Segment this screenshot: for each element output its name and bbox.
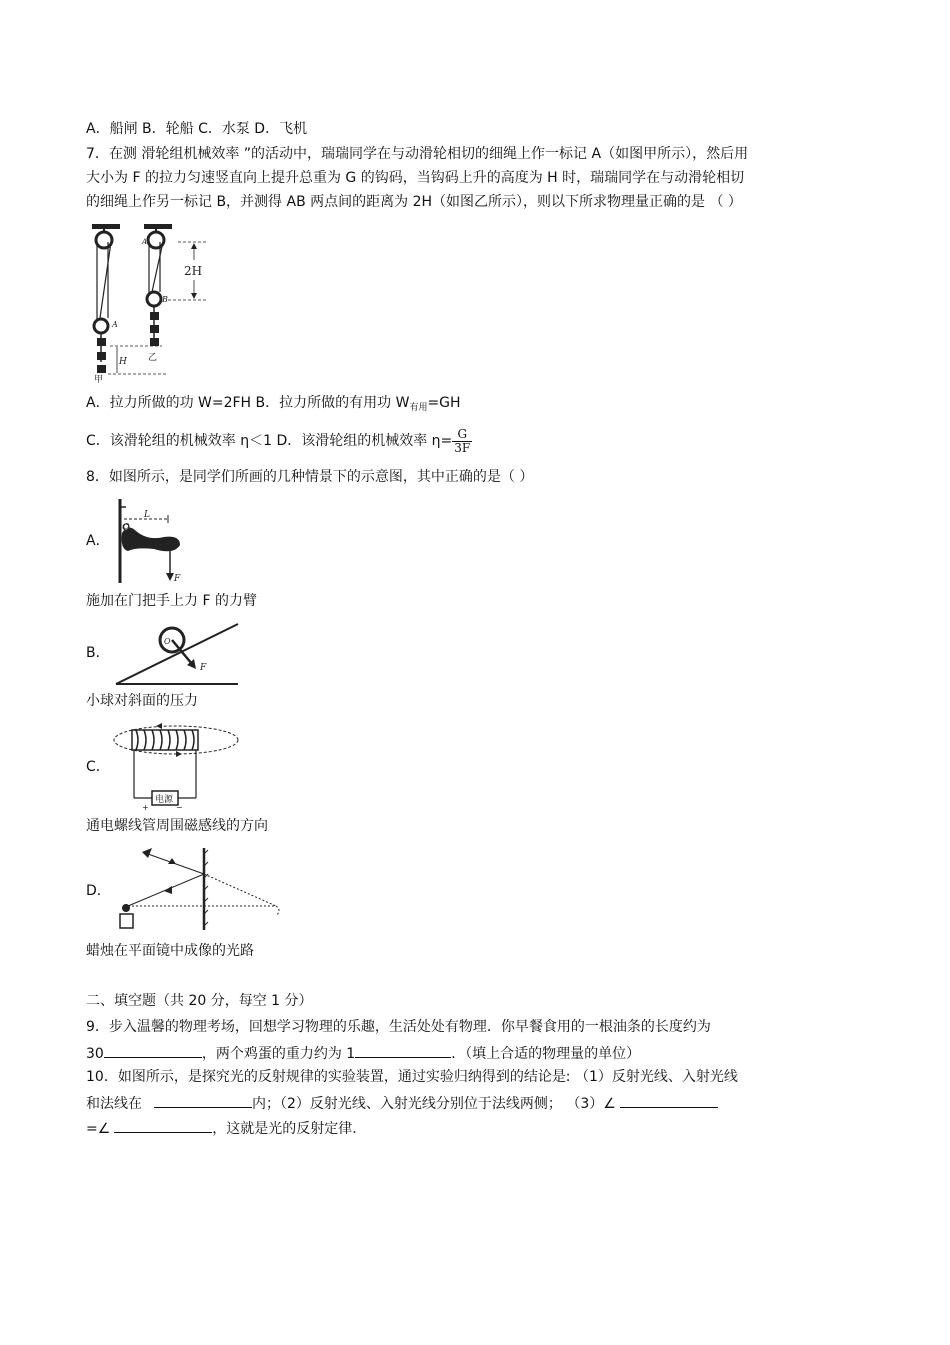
q6-options: A．船闸 B．轮船 C．水泵 D．飞机	[86, 121, 308, 137]
fraction-numerator: G	[452, 428, 472, 442]
q10-text-b: 内；（2）反射光线、入射光线分别位于法线两侧； （3）∠	[252, 1096, 616, 1112]
q8-option-b-label: B．	[86, 645, 110, 661]
q10-line1: 10．如图所示，是探究光的反射规律的实验装置，通过实验归纳得到的结论是: （1）反射光线、入射光线	[86, 1069, 738, 1085]
q10-blank-3[interactable]	[114, 1118, 212, 1133]
label-yi: 乙	[148, 353, 158, 363]
weight-jia-3	[97, 365, 106, 373]
weight-yi-2	[150, 325, 159, 333]
q9-value-30: 30	[86, 1046, 104, 1062]
q8-option-a-caption: 施加在门把手上力 F 的力臂	[86, 593, 257, 609]
q7-subscript-useful: 有用	[409, 403, 428, 413]
label-a-yi: A	[142, 238, 148, 246]
q10-blank-1[interactable]	[154, 1093, 252, 1108]
q10-line3	[86, 1118, 357, 1138]
q8-option-d-caption: 蜡烛在平面镜中成像的光路	[86, 943, 254, 959]
q10-text-c: =∠	[86, 1121, 111, 1137]
pulley-figure	[86, 222, 226, 384]
label-a: A	[112, 320, 118, 329]
label-power: 电源	[155, 795, 174, 805]
door-handle-figure	[114, 497, 186, 585]
q8-option-a-label: A．	[86, 533, 110, 549]
label-f: F	[174, 574, 181, 584]
weight-jia-2	[97, 352, 106, 360]
label-minus: −	[176, 803, 183, 810]
label-f-ball: F	[200, 663, 207, 673]
efficiency-fraction	[452, 428, 472, 455]
q10-blank-2[interactable]	[620, 1093, 718, 1108]
q7-option-a-text: A．拉力所做的功 W=2FH B．拉力所做的有用功 W	[86, 395, 410, 411]
label-2h: 2H	[184, 264, 203, 278]
q7-stem-line2: 大小为 F 的拉力匀速竖直向上提升总重为 G 的钩码，当钩码上升的高度为 H 时，瑞瑞同学在与动滑轮相切	[86, 170, 745, 186]
q9-line1: 9．步入温馨的物理考场，回想学习物理的乐趣，生活处处有物理．你早餐食用的一根油条的长度约为	[86, 1019, 711, 1035]
movable-pulley-yi	[147, 292, 161, 306]
door-handle	[122, 527, 180, 551]
solenoid	[132, 730, 198, 750]
weight-yi-1	[150, 312, 159, 320]
label-o-ball: O	[164, 637, 171, 646]
ceiling-yi	[144, 224, 172, 229]
label-jia: 甲	[94, 375, 104, 384]
q8-option-c-caption: 通电螺线管周围磁感线的方向	[86, 818, 268, 834]
label-b: B	[162, 295, 168, 304]
q8-option-c-label: C．	[86, 759, 110, 775]
weight-yi-3	[150, 338, 159, 346]
solenoid-figure	[112, 722, 242, 810]
q10-text-a: 和法线在	[86, 1096, 142, 1112]
q8-option-b-caption: 小球对斜面的压力	[86, 693, 198, 709]
q10-text-d: ，这就是光的反射定律.	[212, 1121, 357, 1137]
fixed-pulley-jia	[96, 232, 112, 248]
candle	[120, 914, 133, 928]
incline-ball-figure	[114, 618, 240, 686]
mirror-candle-figure	[114, 844, 282, 934]
q8-stem: 8．如图所示，是同学们所画的几种情景下的示意图，其中正确的是（ ）	[86, 469, 534, 485]
q9-text-end: ．（填上合适的物理量的单位）	[451, 1046, 641, 1062]
label-l: L	[144, 510, 150, 520]
q7-option-b-tail: =GH	[427, 395, 461, 411]
q7-option-cd	[86, 426, 472, 456]
candle-flame	[122, 904, 130, 912]
movable-pulley-jia	[94, 319, 108, 333]
q9-blank-1[interactable]	[104, 1043, 202, 1058]
q9-line2	[86, 1043, 640, 1063]
q9-text-mid: ，两个鸡蛋的重力约为 1	[201, 1046, 356, 1062]
q7-stem-line1: 7．在测 滑轮组机械效率 ”的活动中，瑞瑞同学在与动滑轮相切的细绳上作一标记 A（如图甲所示），然后用	[86, 146, 749, 162]
fraction-denominator: 3F	[454, 440, 471, 455]
section2-title: 二、填空题（共 20 分，每空 1 分）	[86, 993, 313, 1009]
label-plus: +	[142, 803, 149, 810]
ceiling-jia	[92, 224, 120, 229]
label-h: H	[119, 357, 127, 367]
q7-option-ab	[86, 394, 461, 417]
q9-blank-2[interactable]	[355, 1043, 451, 1058]
q7-stem-line3: 的细绳上作另一标记 B，并测得 AB 两点间的距离为 2H（如图乙所示），则以下所求物理量正确的是 （ ）	[86, 194, 742, 210]
q8-option-d-label: D．	[86, 883, 111, 899]
q7-option-c-text: C．该滑轮组的机械效率 η＜1 D．该滑轮组的机械效率 η=	[86, 433, 453, 449]
eye-icon	[142, 848, 152, 858]
q10-line2	[86, 1093, 718, 1113]
label-o: O	[123, 522, 130, 531]
